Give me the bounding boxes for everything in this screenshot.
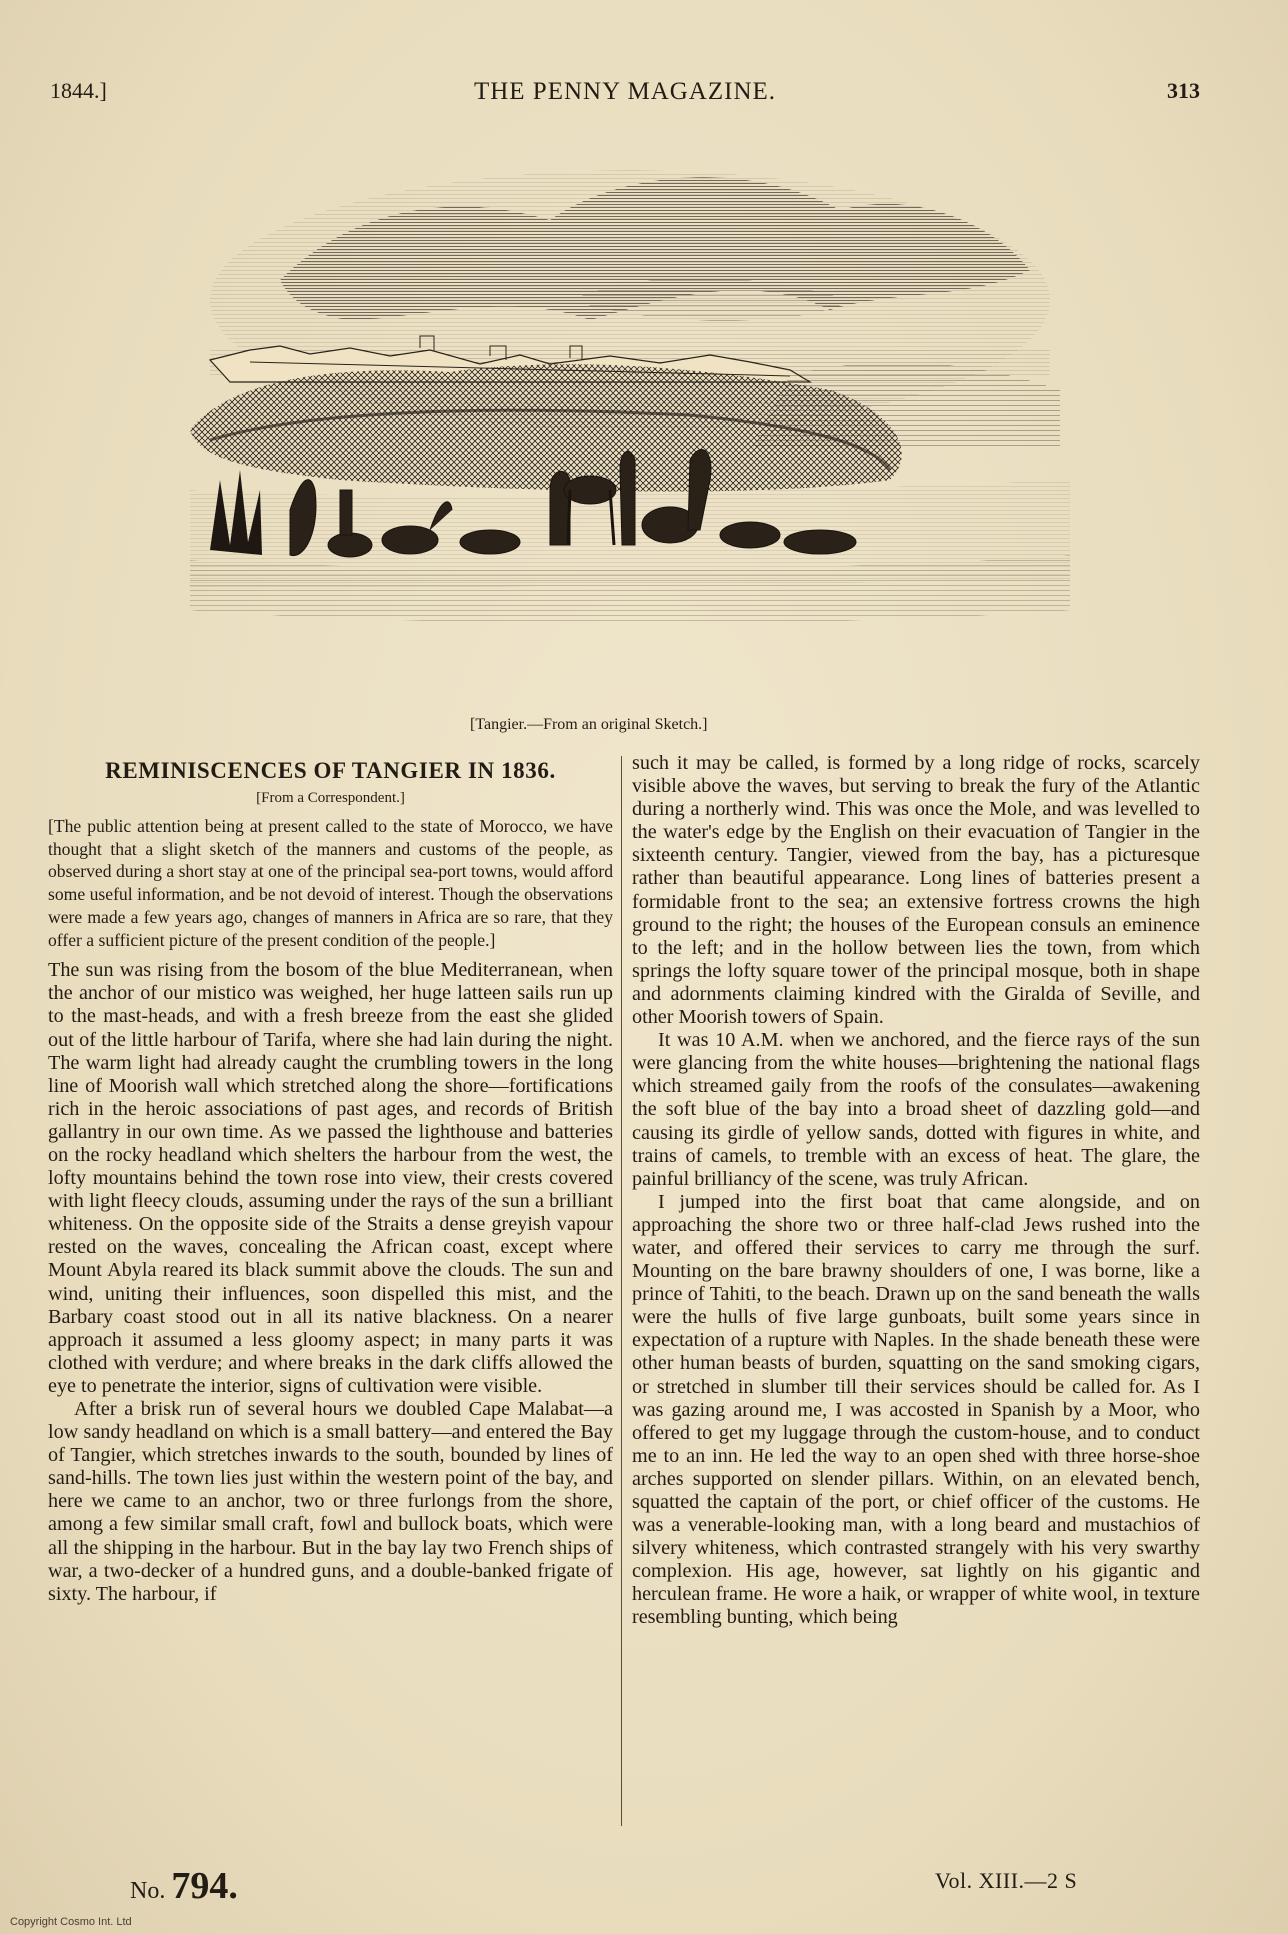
running-head [50,78,1200,112]
tangier-engraving [190,150,1070,700]
issue-number-label: No. [130,1878,166,1904]
page-number: 313 [1167,78,1200,103]
left-column [48,756,613,1606]
right-column [632,752,1200,1630]
volume-signature: Vol. XIII.—2 S [935,1868,1078,1893]
issue-number-value: 794. [171,1865,238,1907]
paragraph: It was 10 A.M. when we anchored, and the fierce rays of the sun were glancing from the white houses—brightening the national flags which streamed gaily from the roofs of the consulates—awakening the soft blue of the bay into a broad sheet of dazzling gold—and causing its girdle of yellow sands, dotted with figures in white, and trains of camels, to tremble with an excess of heat. The glare, the painful brilliancy of the scene, was truly African. [632,1029,1200,1190]
issue-date: 1844.] [50,78,107,103]
issue-number [130,1864,238,1908]
paragraph: such it may be called, is formed by a long ridge of rocks, scarcely visible above the waves, but serving to break the fury of the Atlantic during a northerly wind. This was once the Mole, and was levelled to the water's edge by the English on their evacuation of Tangier in the sixteenth century. Tangier, viewed from the bay, has a picturesque rather than beautiful appearance. Long lines of batteries present a formidable front to the sea; an extensive fortress crowns the high ground to the right; the houses of the European consuls an eminence to the left; and in the hollow between lies the town, from which springs the lofty square tower of the principal mosque, both in shape and adornments claiming kindred with the Giralda of Seville, and other Moorish towers of Spain. [632,752,1200,1029]
column-rule [621,756,622,1826]
article-title: REMINISCENCES OF TANGIER IN 1836. [105,758,556,783]
article-byline: [From a Correspondent.] [256,790,405,806]
editorial-intro: [The public attention being at present called to the state of Morocco, we have thought that a slight sketch of the manners and customs of the people, as observed during a short stay at one of the principal sea-port towns, would afford some useful information, and be not devoid of interest. Though the observations were made a few years ago, changes of manners in Africa are so rare, that they offer a sufficient picture of the present condition of the people.] [48,816,613,950]
magazine-title: THE PENNY MAGAZINE. [473,78,777,105]
illustration-caption: [Tangier.—From an original Sketch.] [470,716,708,733]
copyright-watermark: Copyright Cosmo Int. Ltd [10,1916,132,1928]
paragraph: After a brisk run of several hours we doubled Cape Malabat—a low sandy headland on which is a small battery—and entered the Bay of Tangier, which stretches inwards to the south, bounded by lines of sand-hills. The town lies just within the western point of the bay, and here we came to an anchor, two or three furlongs from the shore, among a few similar small craft, fowl and bullock boats, which were all the shipping in the harbour. But in the bay lay two French ships of war, a two-decker of a hundred guns, and a double-banked frigate of sixty. The harbour, if [48,1398,613,1605]
paragraph: I jumped into the first boat that came alongside, and on approaching the shore two or three half-clad Jews rushed into the water, and offered their services to carry me through the surf. Mounting on the bare brawny shoulders of one, I was borne, like a prince of Tahiti, to the beach. Drawn up on the sand beneath the walls were the hulls of five large gunboats, built some years since in expectation of a rupture with Naples. In the shade beneath these were other human beasts of burden, squatting on the sand smoking cigars, or stretched in slumber till their services should be called for. As I was gazing around me, I was accosted in Spanish by a Moor, who offered to get my luggage through the custom-house, and to conduct me to an inn. He led the way to an open shed with three horse-shoe arches supported on slender pillars. Within, on an elevated bench, squatted the captain of the port, or chief officer of the customs. He was a venerable-looking man, with a long beard and mustachios of silvery whiteness, which contrasted strangely with his very swarthy complexion. His age, however, sat lightly on his gigantic and herculean frame. He wore a haik, or wrapper of white wool, in texture resembling bunting, which being [632,1190,1200,1629]
paragraph: The sun was rising from the bosom of the blue Mediterranean, when the anchor of our mistico was weighed, her huge latteen sails run up to the mast-heads, and with a fresh breeze from the east she glided out of the little harbour of Tarifa, where she had lain during the night. The warm light had already caught the crumbling towers in the long line of Moorish wall which stretched along the shore—fortifications rich in the heroic associations of past ages, and records of British gallantry in our own time. As we passed the lighthouse and batteries on the rocky headland which shelters the harbour from the west, the lofty mountains behind the town rose into view, their crests covered with light fleecy clouds, assuming under the rays of the sun a brilliant whiteness. On the opposite side of the Straits a dense greyish vapour rested on the waves, concealing the African coast, except where Mount Abyla reared its black summit above the clouds. The sun and wind, uniting their influences, soon dispelled this mist, and the Barbary coast stood out in all its native blackness. On a nearer approach it assumed a less gloomy aspect; in many parts it was clothed with verdure; and where breaks in the dark cliffs allowed the eye to penetrate the interior, signs of cultivation were visible. [48,959,613,1397]
